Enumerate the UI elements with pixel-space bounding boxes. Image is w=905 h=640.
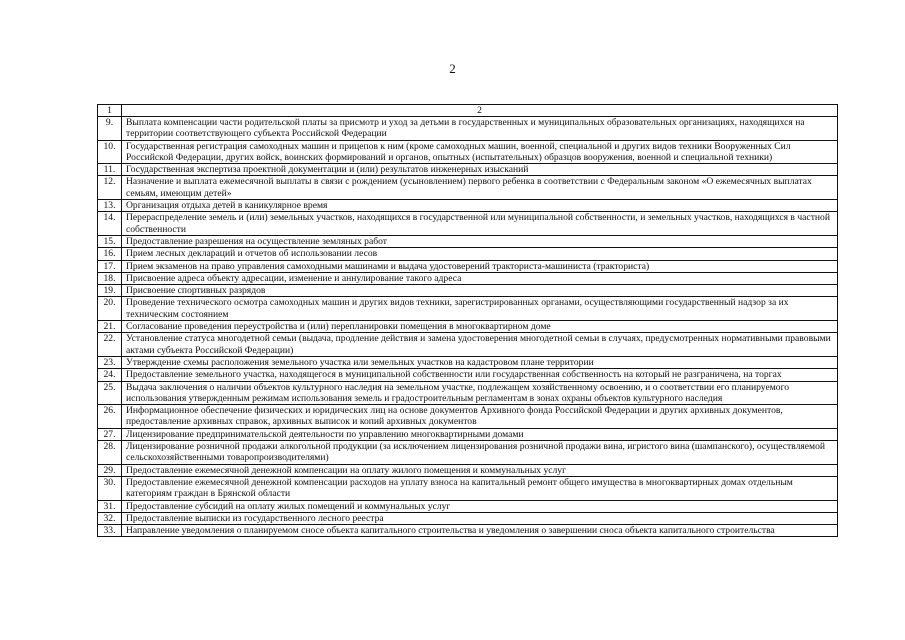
header-cell-service: 2 [122, 105, 838, 117]
row-number-cell: 9. [98, 117, 122, 141]
service-name-cell: Организация отдыха детей в каникулярное время [122, 200, 838, 212]
row-number-cell: 22. [98, 333, 122, 357]
table-row [98, 140, 838, 164]
table-row [98, 321, 838, 333]
service-name-cell: Государственная экспертиза проектной документации и (или) результатов инженерных изысканий [122, 164, 838, 176]
page-number: 2 [449, 61, 456, 76]
row-number-cell: 15. [98, 235, 122, 247]
service-name-cell: Утверждение схемы расположения земельного участка или земельных участков на кадастровом плане территории [122, 356, 838, 368]
row-number-cell: 10. [98, 140, 122, 164]
service-name-cell: Направление уведомления о планируемом сносе объекта капитального строительства и уведомления о завершении сноса объекта капитального строительства [122, 525, 838, 537]
service-name-cell: Прием экзаменов на право управления самоходными машинами и выдача удостоверений тракториста-машиниста (тракториста) [122, 260, 838, 272]
table-row [98, 164, 838, 176]
service-name-cell: Выдача заключения о наличии объектов культурного наследия на земельном участке, подлежащем хозяйственному освоению, и о соответствии его планируемого использования утвержденным режимам использования земель и градостроительным регламентам в зонах охраны объектов культурного наследия [122, 381, 838, 405]
table-row [98, 500, 838, 512]
table-row [98, 476, 838, 500]
row-number-cell: 11. [98, 164, 122, 176]
table-row [98, 260, 838, 272]
table-row [98, 333, 838, 357]
row-number-cell: 28. [98, 441, 122, 465]
table-row [98, 117, 838, 141]
row-number-cell: 13. [98, 200, 122, 212]
table-row [98, 248, 838, 260]
service-name-cell: Предоставление земельного участка, находящегося в муниципальной собственности или государственная собственность на который не разграничена, на торгах [122, 369, 838, 381]
service-name-cell: Присвоение адреса объекту адресации, изменение и аннулирование такого адреса [122, 272, 838, 284]
table-row [98, 381, 838, 405]
row-number-cell: 30. [98, 476, 122, 500]
table-row [98, 369, 838, 381]
table-header-row [98, 105, 838, 117]
row-number-cell: 27. [98, 428, 122, 440]
row-number-cell: 16. [98, 248, 122, 260]
row-number-cell: 25. [98, 381, 122, 405]
service-name-cell: Лицензирование розничной продажи алкогольной продукции (за исключением лицензирования розничной продажи вина, игристого вина (шампанского), осуществляемой сельскохозяйственными товаропроизводителями) [122, 441, 838, 465]
row-number-cell: 17. [98, 260, 122, 272]
row-number-cell: 18. [98, 272, 122, 284]
table-row [98, 235, 838, 247]
table-row [98, 356, 838, 368]
table-row [98, 428, 838, 440]
row-number-cell: 20. [98, 297, 122, 321]
table-row [98, 285, 838, 297]
service-name-cell: Предоставление выписки из государственного лесного реестра [122, 512, 838, 524]
table-row [98, 405, 838, 429]
row-number-cell: 33. [98, 525, 122, 537]
row-number-cell: 32. [98, 512, 122, 524]
service-name-cell: Предоставление субсидий на оплату жилых помещений и коммунальных услуг [122, 500, 838, 512]
row-number-cell: 21. [98, 321, 122, 333]
table-row [98, 525, 838, 537]
services-table [97, 104, 838, 537]
service-name-cell: Предоставление разрешения на осуществление земляных работ [122, 235, 838, 247]
service-name-cell: Прием лесных деклараций и отчетов об использовании лесов [122, 248, 838, 260]
service-name-cell: Информационное обеспечение физических и юридических лиц на основе документов Архивного фонда Российской Федерации и других архивных документов, предоставление архивных справок, архивных выписок и копий архивных документов [122, 405, 838, 429]
service-name-cell: Согласование проведения переустройства и (или) перепланировки помещения в многоквартирном доме [122, 321, 838, 333]
row-number-cell: 26. [98, 405, 122, 429]
service-name-cell: Перераспределение земель и (или) земельных участков, находящихся в государственной или муниципальной собственности, и земельных участков, находящихся в частной собственности [122, 212, 838, 236]
row-number-cell: 24. [98, 369, 122, 381]
table-row [98, 212, 838, 236]
service-name-cell: Предоставление ежемесячной денежной компенсации на оплату жилого помещения и коммунальных услуг [122, 464, 838, 476]
service-name-cell: Присвоение спортивных разрядов [122, 285, 838, 297]
row-number-cell: 31. [98, 500, 122, 512]
row-number-cell: 29. [98, 464, 122, 476]
row-number-cell: 14. [98, 212, 122, 236]
header-cell-number: 1 [98, 105, 122, 117]
service-name-cell: Установление статуса многодетной семьи (выдача, продление действия и замена удостоверения многодетной семьи в случаях, предусмотренных нормативными правовыми актами субъекта Российской Федерации) [122, 333, 838, 357]
table-row [98, 512, 838, 524]
service-name-cell: Выплата компенсации части родительской платы за присмотр и уход за детьми в государственных и муниципальных образовательных организациях, находящихся на территории соответствующего субъекта Российской Федерации [122, 117, 838, 141]
service-name-cell: Проведение технического осмотра самоходных машин и других видов техники, зарегистрированных органами, осуществляющими государственный надзор за их техническим состоянием [122, 297, 838, 321]
table-row [98, 200, 838, 212]
table-body [98, 117, 838, 537]
service-name-cell: Предоставление ежемесячной денежной компенсации расходов на уплату взноса на капитальный ремонт общего имущества в многоквартирных домах отдельным категориям граждан в Брянской области [122, 476, 838, 500]
table-row [98, 464, 838, 476]
row-number-cell: 19. [98, 285, 122, 297]
row-number-cell: 12. [98, 176, 122, 200]
service-name-cell: Лицензирование предпринимательской деятельности по управлению многоквартирными домами [122, 428, 838, 440]
table-row [98, 441, 838, 465]
table-row [98, 272, 838, 284]
service-name-cell: Назначение и выплата ежемесячной выплаты в связи с рождением (усыновлением) первого ребенка в соответствии с Федеральным законом «О ежемесячных выплатах семьям, имеющим детей» [122, 176, 838, 200]
table-row [98, 297, 838, 321]
row-number-cell: 23. [98, 356, 122, 368]
service-name-cell: Государственная регистрация самоходных машин и прицепов к ним (кроме самоходных машин, военной, специальной и других видов техники Вооруженных Сил Российской Федерации, других войск, воинских формирований и органов, опытных (испытательных) образцов вооружения, военной и специальной техники) [122, 140, 838, 164]
table-row [98, 176, 838, 200]
